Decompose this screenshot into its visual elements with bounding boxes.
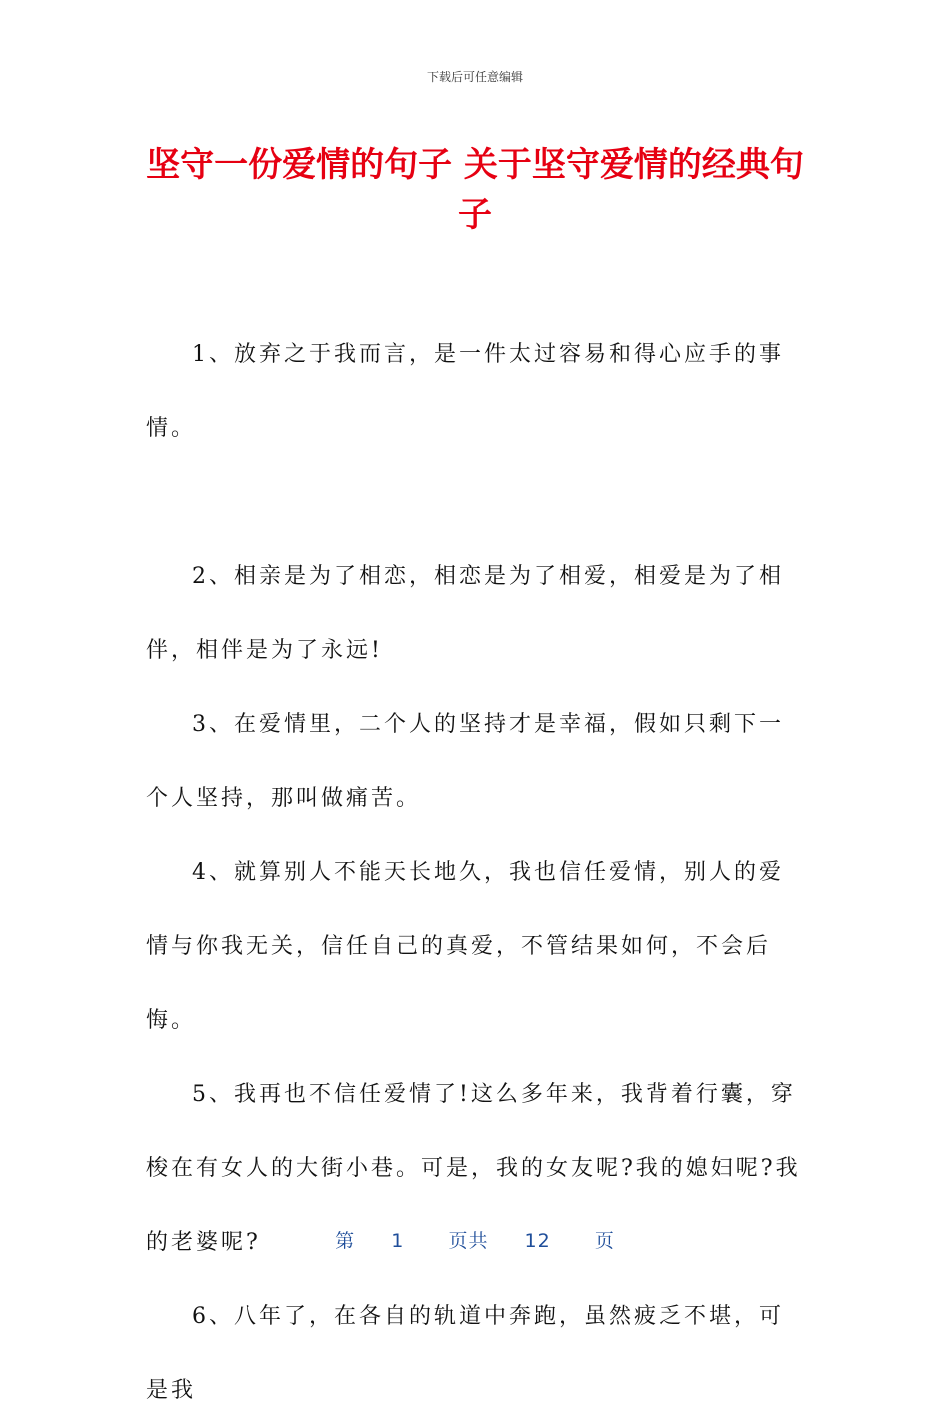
document-body	[146, 318, 806, 1428]
paragraph: 4、就算别人不能天长地久，我也信任爱情，别人的爱情与你我无关，信任自己的真爱，不管结果如何，不会后悔。	[146, 860, 784, 1033]
footer-suffix: 页	[594, 1230, 615, 1252]
paragraph: 6、八年了，在各自的轨道中奔跑，虽然疲乏不堪，可是我	[146, 1304, 784, 1403]
footer-middle: 页共	[448, 1230, 489, 1252]
paragraph: 5、我再也不信任爱情了!这么多年来，我背着行囊，穿梭在有女人的大街小巷。可是，我的女友呢?我的媳妇呢?我的老婆呢?	[146, 1082, 801, 1255]
footer-current-page: 1	[391, 1230, 405, 1252]
document-title: 坚守一份爱情的句子 关于坚守爱情的经典句子	[146, 145, 804, 235]
page-footer	[0, 1226, 950, 1253]
paragraph: 1、放弃之于我而言，是一件太过容易和得心应手的事情。	[146, 342, 784, 441]
paragraph: 2、相亲是为了相恋，相恋是为了相爱，相爱是为了相伴，相伴是为了永远!	[146, 564, 784, 663]
footer-total-pages: 12	[524, 1230, 551, 1252]
footer-prefix: 第	[335, 1230, 356, 1252]
header-note: 下载后可任意编辑	[426, 70, 523, 84]
paragraph: 3、在爱情里，二个人的坚持才是幸福，假如只剩下一个人坚持，那叫做痛苦。	[146, 712, 784, 811]
